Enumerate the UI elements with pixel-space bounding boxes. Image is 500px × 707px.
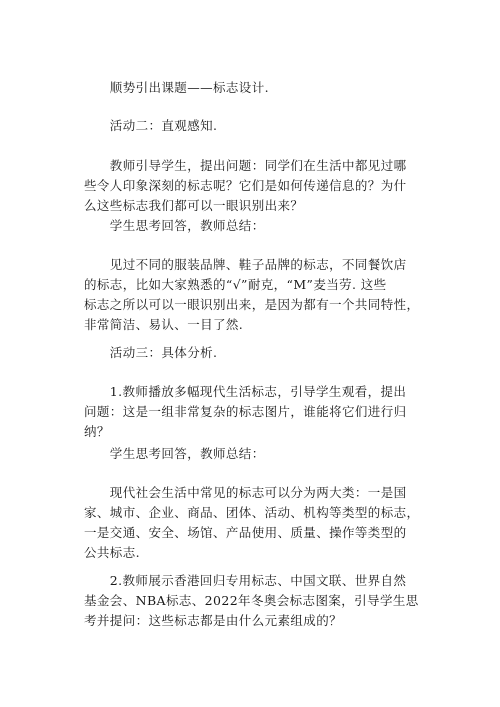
text-line: 见过不同的服装品牌、鞋子品牌的标志，不同餐饮店 bbox=[84, 257, 407, 272]
text-line: 教师引导学生，提出问题：同学们在生活中都见过哪 bbox=[84, 158, 407, 173]
text-line: 问题：这是一组非常复杂的标志图片，谁能将它们进行归 bbox=[84, 404, 407, 419]
text-line: 家、城市、企业、商品、团体、活动、机构等类型的标志， bbox=[84, 505, 420, 520]
paragraph-student-answer-2 bbox=[84, 444, 424, 464]
paragraph-activity-three-heading bbox=[84, 343, 424, 363]
text-line: 现代社会生活中常见的标志可以分为两大类：一是国 bbox=[84, 485, 407, 500]
text-line: 么这些标志我们都可以一眼识别出来？ bbox=[84, 198, 304, 213]
paragraph-teacher-question bbox=[84, 156, 424, 216]
text-line: 公共标志. bbox=[84, 545, 140, 560]
text-line: 些令人印象深刻的标志呢？它们是如何传递信息的？为什 bbox=[84, 178, 407, 193]
text-line: 纳？ bbox=[84, 424, 110, 439]
text-line: 学生思考回答，教师总结： bbox=[84, 446, 265, 461]
text-line: 学生思考回答，教师总结： bbox=[84, 218, 265, 233]
text-line: 活动二：直观感知. bbox=[84, 118, 218, 133]
text-line: 一是交通、安全、场馆、产品使用、质量、操作等类型的 bbox=[84, 525, 407, 540]
paragraph-summary-categories bbox=[84, 483, 424, 563]
text-line: 顺势引出课题——标志设计. bbox=[84, 80, 269, 95]
paragraph-activity-two-heading bbox=[84, 116, 424, 136]
text-line: 基金会、NBA标志、2022年冬奥会标志图案，引导学生思 bbox=[84, 593, 419, 608]
text-line: 活动三：具体分析. bbox=[84, 345, 218, 360]
paragraph-student-answer-1 bbox=[84, 216, 424, 236]
text-line: 标志之所以可以一眼识别出来，是因为都有一个共同特性， bbox=[84, 297, 420, 312]
text-line: 1.教师播放多幅现代生活标志，引导学生观看，提出 bbox=[84, 384, 407, 399]
paragraph-step-2 bbox=[84, 571, 424, 631]
text-line: 非常简洁、易认、一目了然. bbox=[84, 317, 244, 332]
paragraph-summary-brands bbox=[84, 255, 424, 335]
text-line: 2.教师展示香港回归专用标志、中国文联、世界自然 bbox=[84, 573, 407, 588]
paragraph-step-1 bbox=[84, 382, 424, 442]
text-line: 考并提问：这些标志都是由什么元素组成的？ bbox=[84, 613, 343, 628]
paragraph-intro bbox=[84, 78, 424, 98]
text-line: 的标志，比如大家熟悉的“√”耐克，“M”麦当劳. 这些 bbox=[84, 277, 387, 292]
